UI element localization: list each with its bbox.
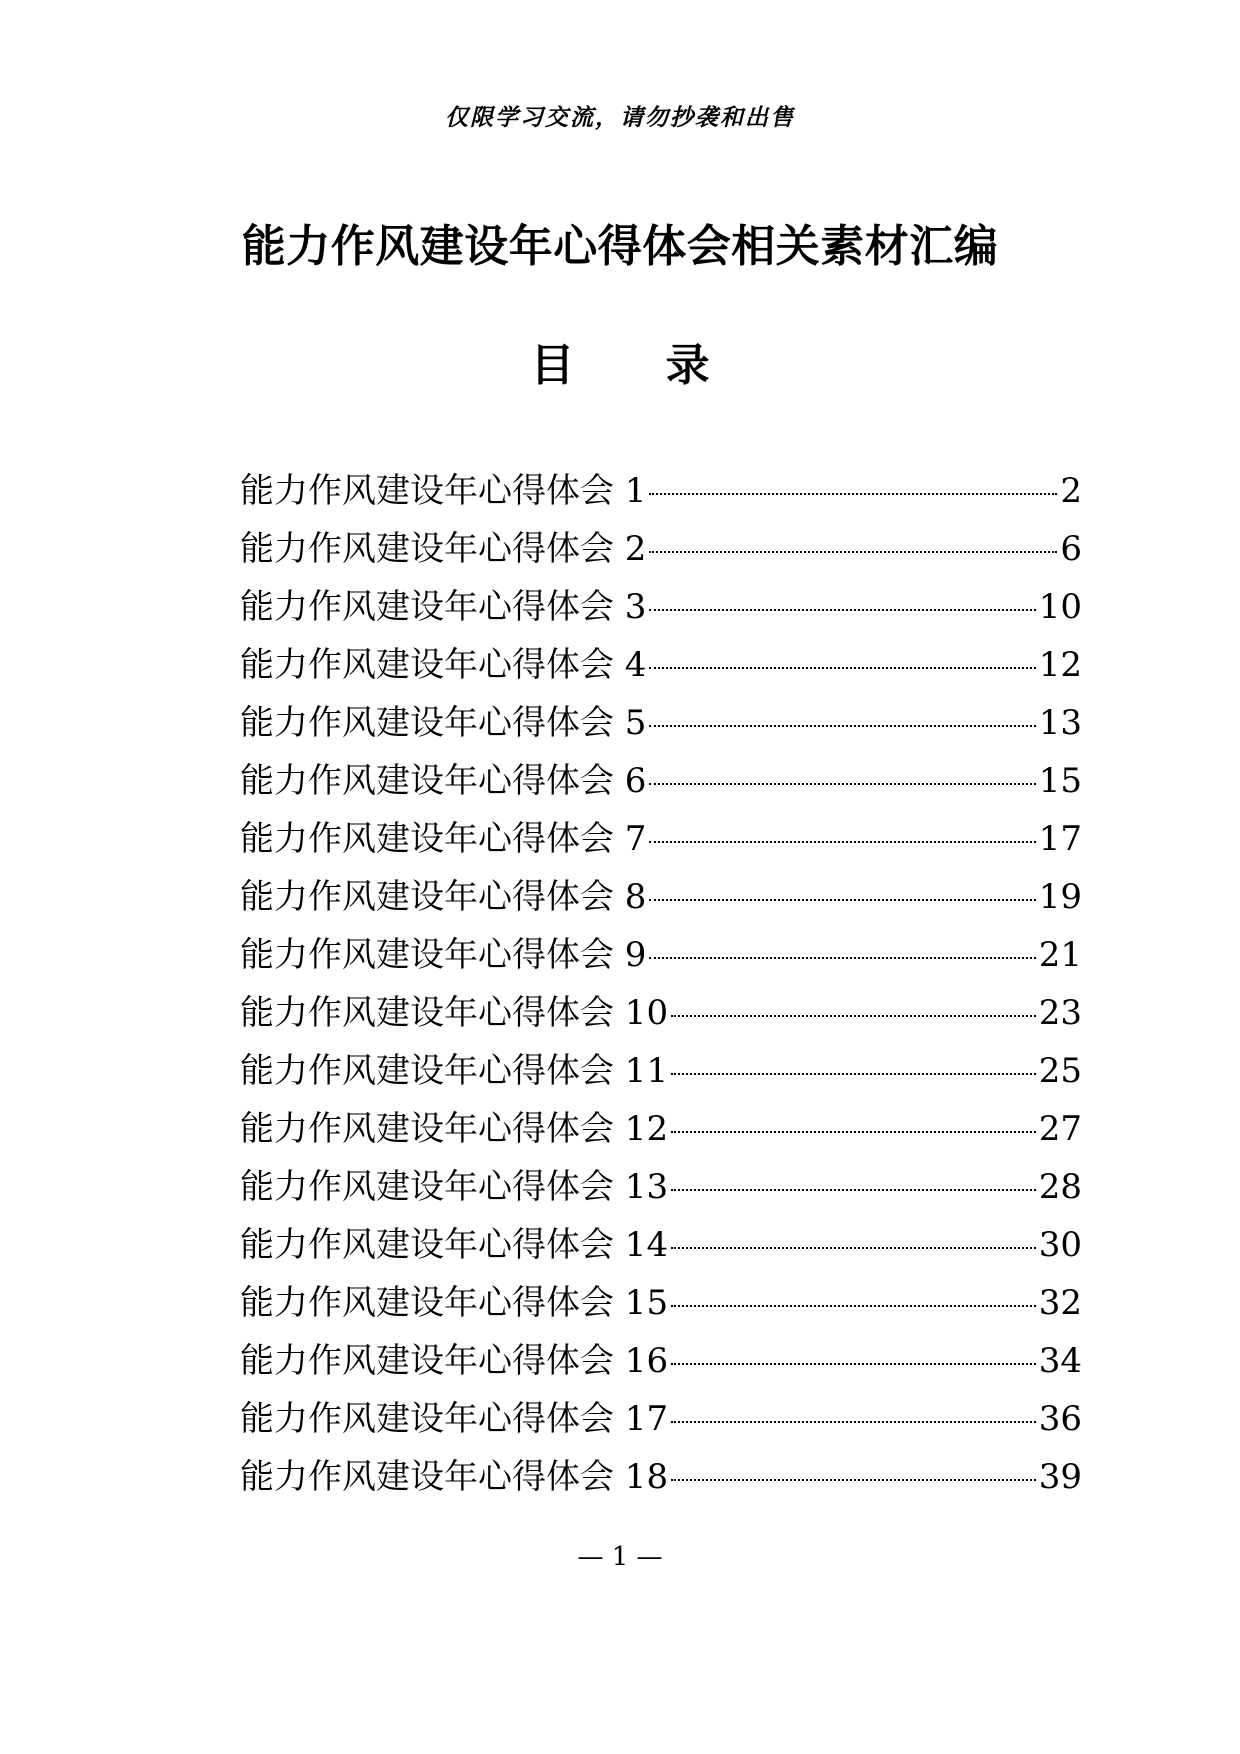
- toc-dot-leader: [649, 551, 1057, 553]
- toc-entry-title: 能力作风建设年心得体会 8: [240, 877, 647, 917]
- toc-dot-leader: [649, 609, 1035, 611]
- toc-dot-leader: [671, 1015, 1036, 1017]
- toc-dot-leader: [671, 1363, 1036, 1365]
- toc-entry-title: 能力作风建设年心得体会 18: [240, 1457, 669, 1497]
- toc-entry-page: 13: [1038, 703, 1082, 743]
- toc-entry[interactable]: [240, 1448, 1082, 1506]
- toc-entry-page: 30: [1038, 1225, 1082, 1265]
- toc-entry[interactable]: [240, 1158, 1082, 1216]
- toc-entry-page: 36: [1038, 1399, 1082, 1439]
- toc-entry[interactable]: [240, 1100, 1082, 1158]
- toc-entry[interactable]: [240, 810, 1082, 868]
- toc-entry-title: 能力作风建设年心得体会 13: [240, 1167, 669, 1207]
- toc-entry-title: 能力作风建设年心得体会 17: [240, 1399, 669, 1439]
- toc-entry-page: 34: [1038, 1341, 1082, 1381]
- toc-dot-leader: [671, 1305, 1036, 1307]
- toc-entry[interactable]: [240, 1216, 1082, 1274]
- toc-entry-page: 32: [1038, 1283, 1082, 1323]
- toc-entry-title: 能力作风建设年心得体会 10: [240, 993, 669, 1033]
- toc-entry-page: 12: [1038, 645, 1082, 685]
- toc-dot-leader: [649, 783, 1035, 785]
- toc-entry-title: 能力作风建设年心得体会 12: [240, 1109, 669, 1149]
- toc-dot-leader: [671, 1073, 1036, 1075]
- toc-entry-page: 21: [1038, 935, 1082, 975]
- toc-entry-page: 19: [1038, 877, 1082, 917]
- toc-entry-page: 27: [1038, 1109, 1082, 1149]
- toc-entry[interactable]: [240, 752, 1082, 810]
- toc-entry-title: 能力作风建设年心得体会 14: [240, 1225, 669, 1265]
- toc-entry-title: 能力作风建设年心得体会 11: [240, 1051, 669, 1091]
- toc-entry[interactable]: [240, 694, 1082, 752]
- toc-entry-page: 6: [1060, 529, 1082, 569]
- toc-entry[interactable]: [240, 1332, 1082, 1390]
- toc-entry-title: 能力作风建设年心得体会 9: [240, 935, 647, 975]
- toc-entry-title: 能力作风建设年心得体会 16: [240, 1341, 669, 1381]
- toc-entry-page: 28: [1038, 1167, 1082, 1207]
- toc-entry-title: 能力作风建设年心得体会 6: [240, 761, 647, 801]
- toc-dot-leader: [649, 899, 1035, 901]
- toc-heading: 目 录: [530, 340, 748, 391]
- toc-dot-leader: [671, 1247, 1036, 1249]
- toc-dot-leader: [671, 1189, 1036, 1191]
- toc-dot-leader: [649, 957, 1035, 959]
- toc-entry[interactable]: [240, 520, 1082, 578]
- toc-dot-leader: [649, 493, 1057, 495]
- toc-dot-leader: [671, 1479, 1036, 1481]
- toc-entry-page: 39: [1038, 1457, 1082, 1497]
- toc-entry-title: 能力作风建设年心得体会 5: [240, 703, 647, 743]
- toc-dot-leader: [649, 725, 1035, 727]
- toc-entry-title: 能力作风建设年心得体会 4: [240, 645, 647, 685]
- table-of-contents: [240, 462, 1082, 1506]
- toc-entry-page: 10: [1038, 587, 1082, 627]
- usage-notice: 仅限学习交流，请勿抄袭和出售: [445, 104, 795, 131]
- toc-entry[interactable]: [240, 1274, 1082, 1332]
- toc-entry[interactable]: [240, 926, 1082, 984]
- toc-entry-page: 2: [1060, 471, 1082, 511]
- toc-entry-page: 23: [1038, 993, 1082, 1033]
- toc-entry-page: 15: [1038, 761, 1082, 801]
- toc-dot-leader: [649, 667, 1035, 669]
- toc-dot-leader: [671, 1131, 1036, 1133]
- toc-entry-title: 能力作风建设年心得体会 3: [240, 587, 647, 627]
- document-title: 能力作风建设年心得体会相关素材汇编: [241, 221, 999, 272]
- toc-dot-leader: [671, 1421, 1036, 1423]
- toc-entry[interactable]: [240, 462, 1082, 520]
- toc-entry[interactable]: [240, 1042, 1082, 1100]
- toc-entry[interactable]: [240, 578, 1082, 636]
- toc-entry[interactable]: [240, 868, 1082, 926]
- toc-entry[interactable]: [240, 1390, 1082, 1448]
- toc-entry-title: 能力作风建设年心得体会 2: [240, 529, 647, 569]
- toc-entry-page: 25: [1038, 1051, 1082, 1091]
- toc-entry-title: 能力作风建设年心得体会 15: [240, 1283, 669, 1323]
- toc-dot-leader: [649, 841, 1035, 843]
- toc-entry-page: 17: [1038, 819, 1082, 859]
- toc-entry[interactable]: [240, 984, 1082, 1042]
- toc-entry-title: 能力作风建设年心得体会 1: [240, 471, 647, 511]
- toc-entry-title: 能力作风建设年心得体会 7: [240, 819, 647, 859]
- page-number: — 1 —: [577, 1542, 663, 1572]
- toc-entry[interactable]: [240, 636, 1082, 694]
